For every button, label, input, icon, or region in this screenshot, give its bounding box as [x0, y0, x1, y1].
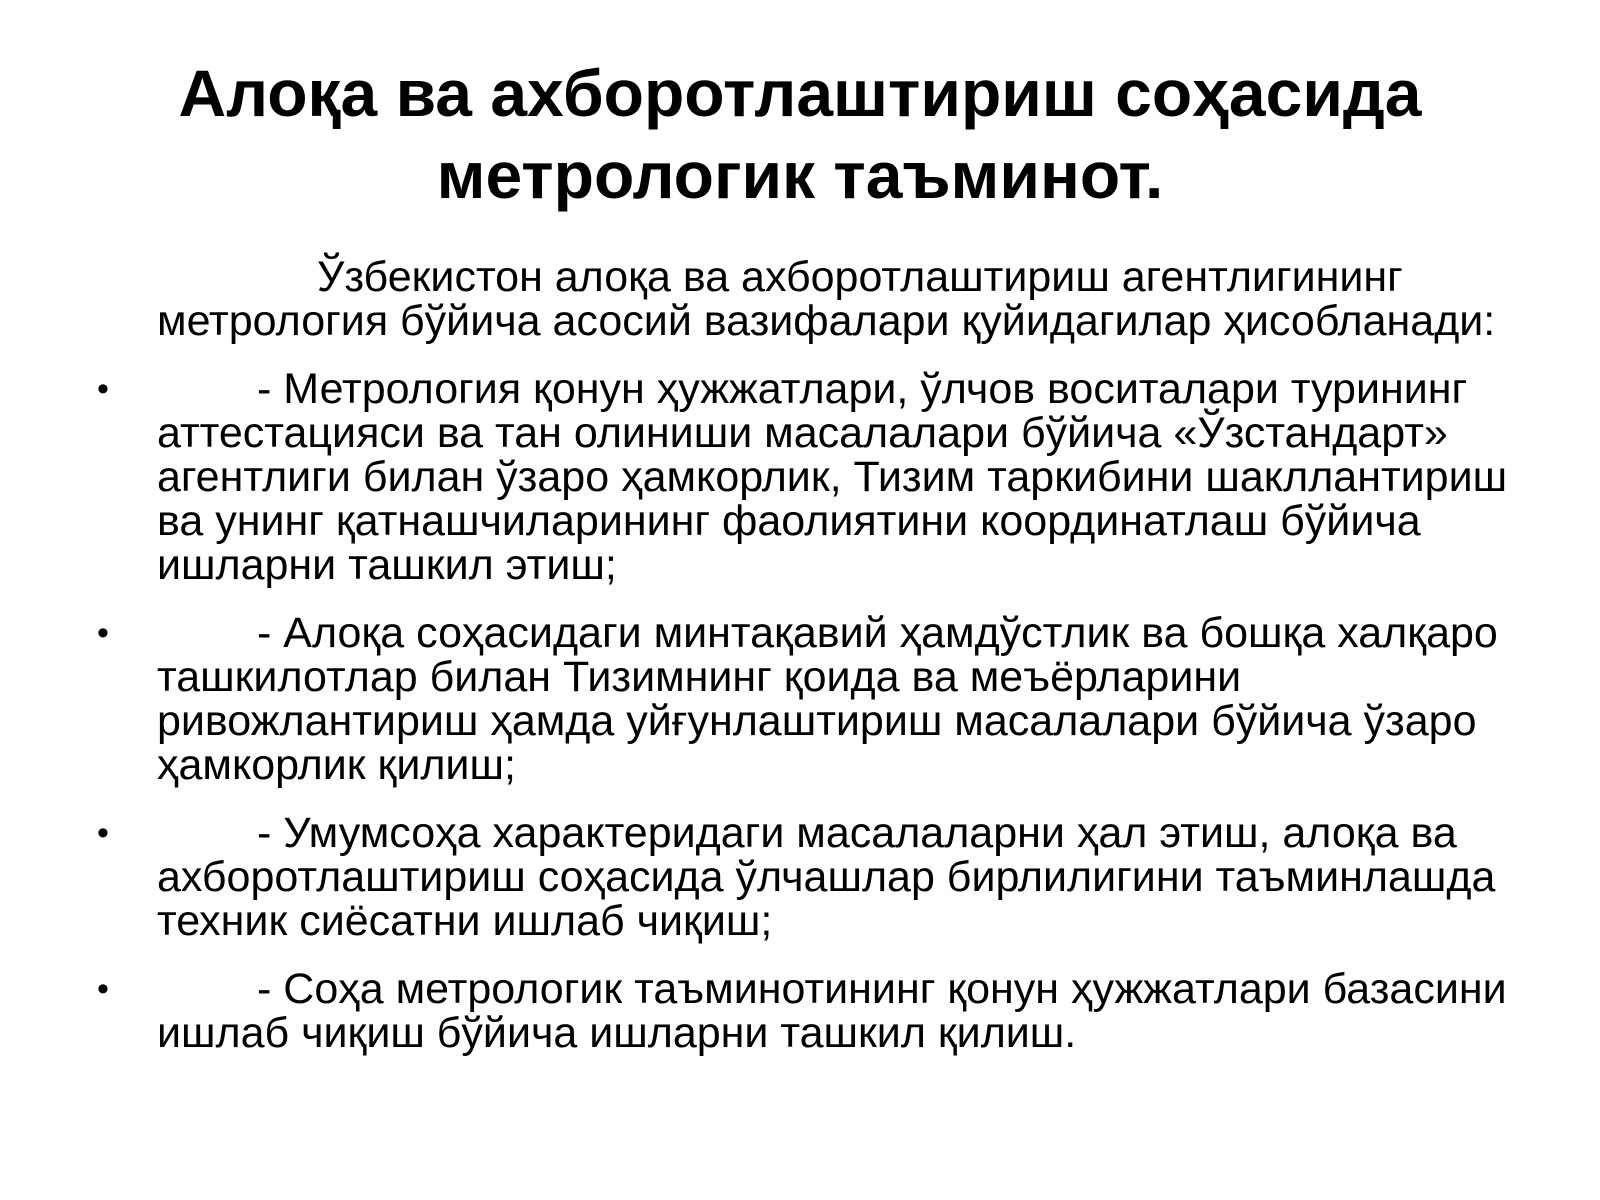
slide-title: Алоқа ва ахборотлаштириш соҳасида метрологик таъминот.	[178, 56, 1422, 212]
bullet-icon: •	[97, 370, 109, 408]
bullet-text: - Соҳа метрологик таъминотининг қонун ҳужжатлари базасини ишлаб чиқиш бўйича ишларни ташкил қилиш.	[157, 965, 1507, 1057]
slide-body	[0, 255, 1600, 1055]
bullet-text: - Умумсоҳа характеридаги масалаларни ҳал этиш, алоқа ва ахборотлаштириш соҳасида ўлчашлар бирлилигини таъминлашда техник сиёсатни ишлаб чиқиш;	[157, 809, 1496, 945]
bullet-text: - Алоқа соҳасидаги минтақавий ҳамдўстлик ва бошқа халқаро ташкилотлар билан Тизимнинг қоида ва меъёрларини ривожлантириш ҳамда уйғунлаштириш масалалари бўйича ўзаро ҳамкорлик қилиш;	[157, 609, 1498, 789]
bullet-item	[97, 365, 1537, 589]
bullet-item	[97, 965, 1537, 1057]
bullet-icon: •	[97, 970, 109, 1008]
bullet-item	[97, 609, 1537, 789]
bullet-icon: •	[97, 814, 109, 852]
intro-paragraph: Ўзбекистон алоқа ва ахборотлаштириш агентлигининг метрология бўйича асосий вазифалари қуйидагилар ҳисобланади:	[157, 253, 1496, 345]
bullet-text: - Метрология қонун ҳужжатлари, ўлчов воситалари турининг аттестацияси ва тан олиниши масалалари бўйича «Ўзстандарт» агентлиги билан ўзаро ҳамкорлик, Тизим таркибини шакллантириш ва унинг қатнашчиларининг фаолиятини координатлаш бўйича ишларни ташкил этиш;	[157, 365, 1508, 589]
bullet-icon: •	[97, 614, 109, 652]
bullet-item	[97, 809, 1537, 945]
